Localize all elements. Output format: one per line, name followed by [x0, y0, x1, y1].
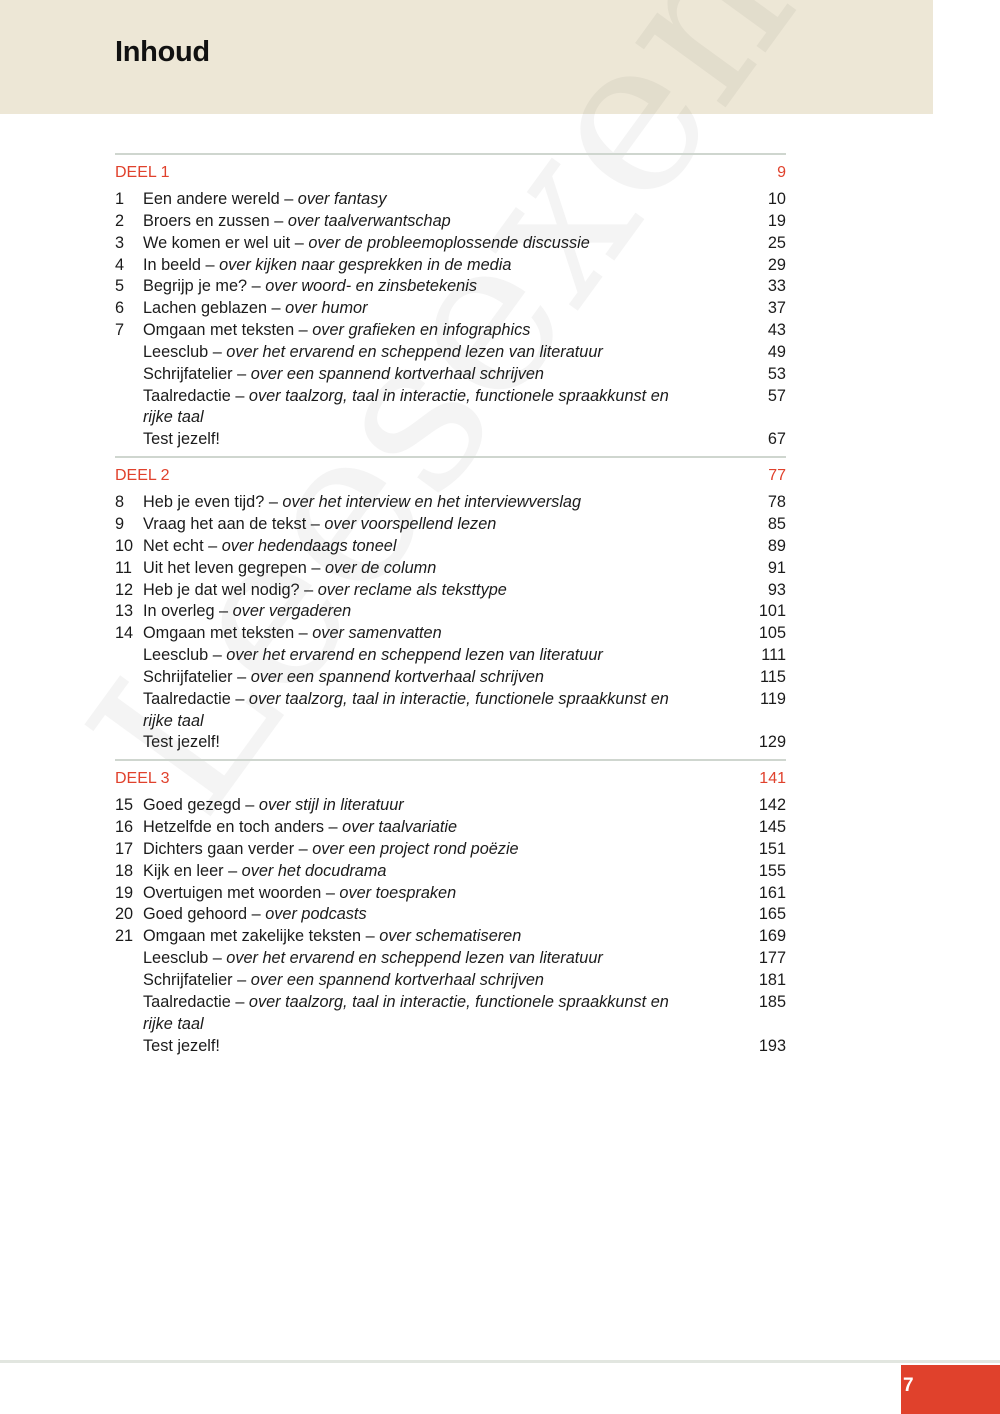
entry-text [143, 276, 736, 298]
chapter-title: Net echt [143, 536, 204, 555]
toc-section [115, 759, 786, 1057]
entry-text [143, 645, 736, 667]
entry-text [143, 342, 736, 364]
page-number: 177 [758, 949, 786, 968]
section-label: DEEL 2 [115, 466, 170, 484]
page-number: 19 [767, 211, 786, 230]
chapter-title: Omgaan met teksten [143, 321, 295, 340]
chapter-subtitle: over het ervarend en scheppend lezen van literatuur [226, 342, 603, 361]
chapter-number: 21 [115, 927, 134, 946]
dash-separator: – [247, 277, 266, 296]
toc-entry[interactable] [115, 536, 786, 558]
toc-entry[interactable] [115, 817, 786, 839]
chapter-title: Taalredactie [143, 992, 231, 1011]
toc-entry[interactable] [115, 732, 786, 754]
page-number: 101 [758, 602, 786, 621]
entry-text [143, 623, 736, 645]
chapter-number [115, 364, 143, 386]
toc-entry[interactable] [115, 926, 786, 948]
chapter-title: Test jezelf! [143, 733, 220, 752]
chapter-number: 1 [115, 190, 125, 208]
page-number: 105 [758, 624, 786, 643]
chapter-title: Schrijfatelier [143, 971, 233, 989]
toc-entry[interactable] [115, 948, 786, 970]
page-number: 145 [758, 818, 786, 837]
chapter-subtitle: over een spannend kortverhaal schrijven [250, 667, 544, 686]
toc-entry[interactable] [115, 1036, 786, 1058]
section-heading[interactable] [115, 153, 786, 189]
page-number: 78 [767, 493, 786, 512]
toc-entry[interactable] [115, 492, 786, 514]
dash-separator: – [200, 255, 220, 274]
toc-entry[interactable] [115, 342, 786, 364]
chapter-number [115, 342, 143, 364]
page-number: 89 [767, 536, 786, 555]
entry-text [143, 970, 736, 992]
chapter-number: 8 [115, 493, 125, 512]
chapter-number [115, 970, 143, 992]
entry-text [143, 926, 736, 948]
chapter-subtitle: over schematiseren [379, 927, 522, 946]
page-number: 165 [758, 905, 786, 924]
chapter-title: Hetzelfde en toch anders [143, 818, 325, 837]
entry-text [143, 189, 736, 211]
entry-text [143, 689, 736, 733]
chapter-number: 17 [115, 839, 134, 858]
chapter-title: Omgaan met zakelijke teksten [143, 927, 362, 946]
chapter-subtitle: over humor [285, 299, 368, 318]
chapter-title: Heb je dat wel nodig? [143, 580, 300, 599]
toc-entry[interactable] [115, 689, 786, 733]
dash-separator: – [306, 558, 325, 577]
toc-entry[interactable] [115, 904, 786, 926]
chapter-title: In beeld [143, 255, 201, 274]
chapter-number: 11 [115, 558, 132, 577]
toc-entry[interactable] [115, 298, 786, 320]
chapter-subtitle: over grafieken en infographics [312, 321, 531, 340]
section-label: DEEL 1 [115, 163, 170, 181]
chapter-subtitle: over hedendaags toneel [221, 536, 397, 555]
chapter-number [115, 689, 143, 733]
toc-entry[interactable] [115, 429, 786, 451]
chapter-number: 3 [115, 233, 125, 252]
toc-entry[interactable] [115, 255, 786, 277]
entry-text [143, 839, 736, 861]
page-number: 119 [760, 689, 786, 708]
chapter-number: 6 [115, 299, 125, 318]
chapter-number [115, 386, 143, 430]
section-heading[interactable] [115, 456, 786, 492]
page-number: 25 [767, 233, 786, 252]
page-number: 111 [761, 646, 786, 665]
entry-text [143, 795, 736, 817]
chapter-number: 12 [115, 580, 134, 599]
section-label: DEEL 3 [115, 769, 170, 787]
entry-text [143, 992, 736, 1036]
page-number: 67 [767, 430, 786, 449]
toc-entry[interactable] [115, 189, 786, 211]
chapter-number: 5 [115, 277, 125, 296]
chapter-title: Overtuigen met woorden [143, 883, 322, 902]
entry-text [143, 580, 736, 602]
entry-text [143, 386, 736, 430]
chapter-title: Vraag het aan de tekst [143, 514, 307, 533]
dash-separator: – [208, 949, 227, 968]
chapter-number: 4 [115, 255, 125, 274]
chapter-title: Een andere wereld [143, 190, 280, 208]
chapter-number [115, 429, 143, 451]
page-number: 155 [758, 861, 786, 880]
toc-entry[interactable] [115, 514, 786, 536]
chapter-subtitle: over een spannend kortverhaal schrijven [250, 971, 544, 989]
chapter-number: 7 [115, 321, 125, 340]
page-number: 10 [767, 190, 786, 208]
chapter-subtitle: over voorspellend lezen [324, 514, 497, 533]
dash-separator: – [321, 883, 340, 902]
chapter-title: In overleg [143, 602, 215, 621]
toc-entry[interactable] [115, 667, 786, 689]
toc-entry[interactable] [115, 211, 786, 233]
toc-entry[interactable] [115, 558, 786, 580]
page-number: 185 [758, 992, 786, 1011]
chapter-title: Kijk en leer [143, 861, 224, 880]
entry-text [143, 904, 736, 926]
dash-separator: – [203, 536, 222, 555]
chapter-title: Uit het leven gegrepen [143, 558, 307, 577]
dash-separator: – [294, 321, 313, 340]
chapter-subtitle: over de column [324, 558, 437, 577]
entry-text [143, 883, 736, 905]
entry-text [143, 536, 736, 558]
toc-entry[interactable] [115, 795, 786, 817]
page-number: 91 [767, 558, 786, 577]
dash-separator: – [230, 689, 249, 708]
entry-text [143, 558, 736, 580]
toc-entry[interactable] [115, 320, 786, 342]
table-of-contents [115, 153, 786, 1062]
dash-separator: – [279, 190, 298, 208]
chapter-subtitle: over het ervarend en scheppend lezen van literatuur [226, 949, 603, 968]
chapter-number: 19 [115, 883, 134, 902]
entry-text [143, 514, 736, 536]
chapter-number [115, 948, 143, 970]
dash-separator: – [361, 927, 380, 946]
chapter-subtitle: over taalverwantschap [287, 211, 451, 230]
chapter-title: Broers en zussen [143, 211, 270, 230]
chapter-number: 2 [115, 211, 125, 230]
dash-separator: – [232, 364, 251, 383]
chapter-number [115, 732, 143, 754]
chapter-subtitle: over podcasts [265, 905, 367, 924]
section-page-number: 9 [777, 163, 786, 181]
page-number: 161 [758, 883, 786, 902]
toc-entry[interactable] [115, 276, 786, 298]
dash-separator: – [264, 493, 283, 512]
page-number: 181 [758, 971, 786, 989]
dash-separator: – [247, 905, 266, 924]
entry-text [143, 364, 736, 386]
dash-separator: – [230, 386, 249, 405]
entry-text [143, 948, 736, 970]
chapter-subtitle: over een project rond poëzie [312, 839, 519, 858]
chapter-subtitle: over taalzorg, taal in interactie, functionele spraakkunst en rijke taal [143, 386, 669, 427]
toc-entry[interactable] [115, 839, 786, 861]
toc-entry[interactable] [115, 233, 786, 255]
page-number: 129 [758, 733, 786, 752]
page-number: 33 [767, 277, 786, 296]
page-number: 29 [767, 255, 786, 274]
section-page-number: 141 [759, 769, 786, 787]
entry-text [143, 429, 736, 451]
entry-text [143, 255, 736, 277]
dash-separator: – [269, 211, 288, 230]
chapter-number: 13 [115, 602, 134, 621]
dash-separator: – [294, 624, 313, 643]
section-page-number: 77 [768, 466, 786, 484]
page-title: Inhoud [115, 36, 210, 68]
toc-entry[interactable] [115, 645, 786, 667]
toc-entry[interactable] [115, 861, 786, 883]
entry-text [143, 667, 736, 689]
dash-separator: – [294, 839, 313, 858]
page-number: 93 [767, 580, 786, 599]
toc-entry[interactable] [115, 970, 786, 992]
page-number: 53 [767, 364, 786, 383]
chapter-subtitle: over vergaderen [232, 602, 352, 621]
toc-entry[interactable] [115, 883, 786, 905]
chapter-number [115, 645, 143, 667]
chapter-title: Goed gehoord [143, 905, 248, 924]
toc-section [115, 456, 786, 754]
chapter-subtitle: over een spannend kortverhaal schrijven [250, 364, 544, 383]
chapter-subtitle: over het docudrama [241, 861, 387, 880]
entry-text [143, 601, 736, 623]
footer-divider [0, 1360, 1000, 1363]
dash-separator: – [223, 861, 242, 880]
chapter-title: Test jezelf! [143, 430, 220, 449]
toc-entry[interactable] [115, 386, 786, 430]
page-number: 142 [758, 796, 786, 815]
chapter-number: 10 [115, 536, 134, 555]
entry-text [143, 320, 736, 342]
dash-separator: – [267, 299, 286, 318]
page-number: 85 [767, 514, 786, 533]
toc-entry[interactable] [115, 992, 786, 1036]
chapter-subtitle: over taalzorg, taal in interactie, functionele spraakkunst en rijke taal [143, 992, 669, 1033]
chapter-title: Test jezelf! [143, 1036, 220, 1055]
dash-separator: – [232, 971, 251, 989]
entry-text [143, 1036, 736, 1058]
page-number: 37 [767, 299, 786, 318]
chapter-title: Goed gezegd [143, 796, 241, 815]
entry-text [143, 233, 736, 255]
chapter-title: We komen er wel uit [143, 233, 291, 252]
page-number: 193 [758, 1036, 786, 1055]
page-number: 151 [758, 839, 786, 858]
dash-separator: – [208, 342, 227, 361]
toc-section [115, 153, 786, 451]
dash-separator: – [290, 233, 309, 252]
chapter-title: Taalredactie [143, 689, 231, 708]
chapter-title: Omgaan met teksten [143, 624, 295, 643]
chapter-number: 18 [115, 861, 134, 880]
chapter-subtitle: over reclame als teksttype [317, 580, 507, 599]
chapter-subtitle: over taalvariatie [342, 818, 458, 837]
dash-separator: – [230, 992, 249, 1011]
chapter-subtitle: over samenvatten [312, 624, 442, 643]
chapter-number [115, 667, 143, 689]
chapter-number: 16 [115, 818, 134, 837]
entry-text [143, 861, 736, 883]
dash-separator: – [240, 796, 259, 815]
chapter-title: Begrijp je me? [143, 277, 248, 296]
toc-entry[interactable] [115, 623, 786, 645]
chapter-title: Heb je even tijd? [143, 493, 265, 512]
page-number: 49 [767, 342, 786, 361]
chapter-title: Lachen geblazen [143, 299, 268, 318]
chapter-number: 15 [115, 796, 134, 815]
entry-text [143, 298, 736, 320]
page-number: 115 [760, 667, 786, 686]
chapter-title: Leesclub [143, 949, 209, 968]
chapter-subtitle: over fantasy [297, 190, 387, 208]
chapter-number: 20 [115, 905, 134, 924]
chapter-title: Taalredactie [143, 386, 231, 405]
entry-text [143, 732, 736, 754]
page-number-badge: 7 [901, 1365, 1000, 1414]
chapter-subtitle: over het interview en het interviewverslag [282, 493, 582, 512]
page-number: 169 [758, 927, 786, 946]
chapter-subtitle: over stijl in literatuur [258, 796, 404, 815]
dash-separator: – [208, 646, 227, 665]
toc-entry[interactable] [115, 364, 786, 386]
chapter-subtitle: over het ervarend en scheppend lezen van literatuur [226, 646, 603, 665]
page-number: 57 [767, 386, 786, 405]
chapter-title: Schrijfatelier [143, 667, 233, 686]
entry-text [143, 492, 736, 514]
chapter-title: Schrijfatelier [143, 364, 233, 383]
chapter-title: Dichters gaan verder [143, 839, 295, 858]
chapter-number [115, 992, 143, 1036]
chapter-subtitle: over toespraken [339, 883, 457, 902]
chapter-subtitle: over taalzorg, taal in interactie, functionele spraakkunst en rijke taal [143, 689, 669, 730]
toc-entry[interactable] [115, 580, 786, 602]
chapter-subtitle: over kijken naar gesprekken in de media [219, 255, 512, 274]
chapter-title: Leesclub [143, 646, 209, 665]
page-number: 43 [767, 321, 786, 340]
dash-separator: – [232, 667, 251, 686]
dash-separator: – [324, 818, 343, 837]
dash-separator: – [214, 602, 233, 621]
chapter-number [115, 1036, 143, 1058]
entry-text [143, 211, 736, 233]
entry-text [143, 817, 736, 839]
chapter-subtitle: over woord- en zinsbetekenis [265, 277, 477, 296]
chapter-number: 14 [115, 624, 134, 643]
chapter-number: 9 [115, 514, 125, 533]
dash-separator: – [306, 514, 325, 533]
chapter-subtitle: over de probleemoplossende discussie [308, 233, 590, 252]
chapter-title: Leesclub [143, 342, 209, 361]
section-heading[interactable] [115, 759, 786, 795]
toc-entry[interactable] [115, 601, 786, 623]
dash-separator: – [299, 580, 318, 599]
